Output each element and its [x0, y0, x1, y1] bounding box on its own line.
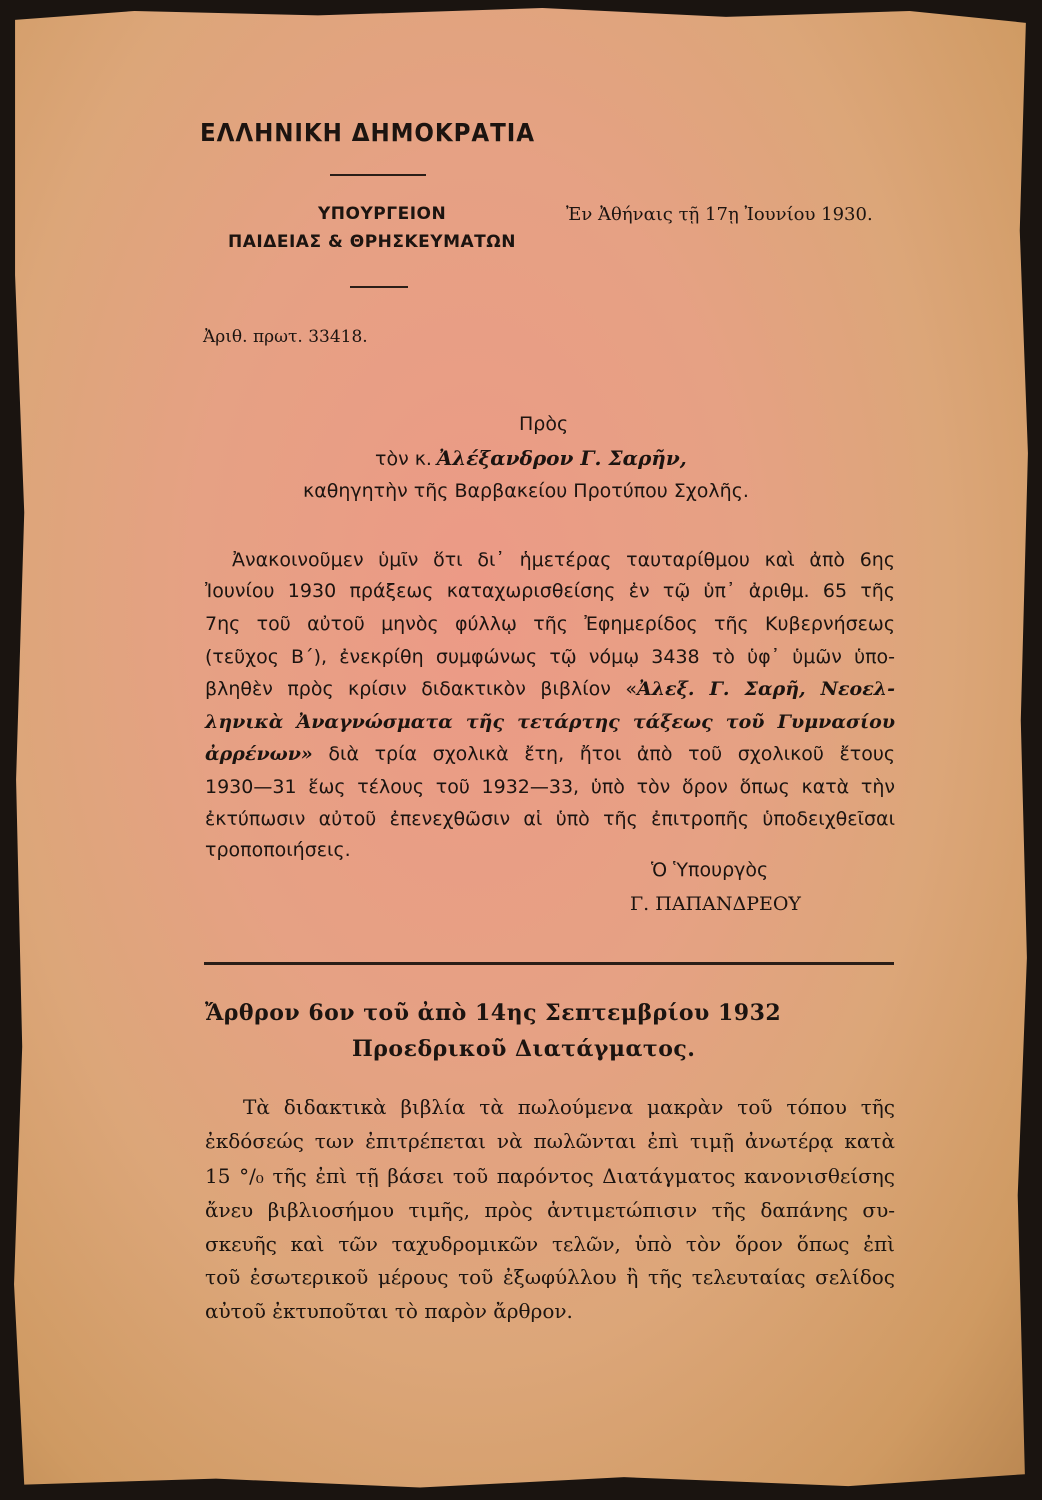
article-line-3: 15 °/₀ τῆς ἐπὶ τῇ βάσει τοῦ παρόντος Διατάγματος κανονισθείσης: [205, 1164, 895, 1188]
addressee-prefix: τὸν κ.: [375, 448, 432, 470]
body-line-9: ἐκτύπωσιν αὐτοῦ ἐπενεχθῶσιν αἱ ὑπὸ τῆς ἐπιτροπῆς ὑποδειχθεῖσαι: [205, 808, 895, 830]
article-line-7: αὐτοῦ ἐκτυποῦται τὸ παρὸν ἄρθρον.: [205, 1299, 573, 1323]
article-line-6: τοῦ ἐσωτερικοῦ μέρους τοῦ ἐξωφύλλου ἢ τῆς τελευταίας σελίδος: [205, 1265, 895, 1289]
body-line-1: Ἀνακοινοῦμεν ὑμῖν ὅτι δι᾽ ἡμετέρας ταυταρίθμου καὶ ἀπὸ 6ης: [232, 549, 895, 571]
header-divider-2: [350, 286, 408, 288]
letter-date: Ἐν Ἀθήναις τῇ 17ῃ Ἰουνίου 1930.: [566, 204, 873, 225]
body-line-4: (τεῦχος Β΄), ἐνεκρίθη συμφώνως τῷ νόμῳ 3438 τὸ ὑφ᾽ ὑμῶν ὑπο-: [205, 646, 895, 668]
body-line-7: [205, 743, 895, 765]
section-divider: [204, 962, 894, 965]
addressee-to: Πρὸς: [519, 413, 569, 435]
body-line-2: Ἰουνίου 1930 πράξεως καταχωρισθείσης ἐν τῷ ὑπ᾽ ἀριθμ. 65 τῆς: [205, 580, 895, 602]
body-line-3: 7ης τοῦ αὐτοῦ μηνὸς φύλλῳ τῆς Ἐφημερίδος τῆς Κυβερνήσεως: [205, 613, 895, 635]
header-divider-1: [330, 174, 426, 176]
signature-role: Ὁ Ὑπουργὸς: [651, 859, 769, 881]
protocol-number: Ἀριθ. πρωτ. 33418.: [203, 327, 368, 347]
article-line-1: Τὰ διδακτικὰ βιβλία τὰ πωλούμενα μακρὰν τοῦ τόπου τῆς: [243, 1095, 895, 1119]
addressee-line: [375, 446, 687, 471]
body-line-10: τροποποιήσεις.: [205, 839, 351, 861]
ministry-line-2: ΠΑΙΔΕΙΑΣ & ΘΡΗΣΚΕΥΜΑΤΩΝ: [228, 232, 516, 252]
body-line-8: 1930—31 ἕως τέλους τοῦ 1932—33, ὑπὸ τὸν ὅρον ὅπως κατὰ τὴν: [205, 776, 895, 798]
body-line-5a: βληθὲν πρὸς κρίσιν διδακτικὸν βιβλίον «: [205, 678, 637, 700]
signature-name: Γ. ΠΑΠΑΝΔΡΕΟΥ: [630, 893, 801, 915]
article-heading-2: Προεδρικοῦ Διατάγματος.: [352, 1036, 696, 1062]
book-title-part-1: Ἀλεξ. Γ. Σαρῆ, Νεοελ-: [636, 678, 895, 700]
article-line-2: ἐκδόσεώς των ἐπιτρέπεται νὰ πωλῶνται ἐπὶ τιμῇ ἀνωτέρᾳ κατὰ: [205, 1129, 895, 1153]
ministry-line-1: ΥΠΟΥΡΓΕΙΟΝ: [318, 204, 447, 224]
article-line-5: σκευῆς καὶ τῶν ταχυδρομικῶν τελῶν, ὑπὸ τὸν ὅρον ὅπως ἐπὶ: [205, 1232, 895, 1256]
addressee-name: Ἀλέξανδρον Γ. Σαρῆν,: [436, 446, 687, 470]
addressee-title: καθηγητὴν τῆς Βαρβακείου Προτύπου Σχολῆς.: [303, 480, 749, 502]
body-line-5: [205, 678, 895, 700]
state-heading: ΕΛΛΗΝΙΚΗ ΔΗΜΟΚΡΑΤΙΑ: [200, 118, 535, 147]
book-title-part-2: ληνικὰ Ἀναγνώσματα τῆς τετάρτης τάξεως τοῦ Γυμνασίου: [205, 711, 895, 733]
article-heading-1: Ἄρθρον 6ον τοῦ ἀπὸ 14ης Σεπτεμβρίου 1932: [205, 1000, 782, 1026]
article-line-4: ἄνευ βιβλιοσήμου τιμῆς, πρὸς ἀντιμετώπισιν τῆς δαπάνης συ-: [205, 1198, 895, 1222]
body-line-7b: διὰ τρία σχολικὰ ἔτη, ἤτοι ἀπὸ τοῦ σχολικοῦ ἔτους: [312, 743, 895, 765]
book-title-part-3: ἀρρένων»: [205, 743, 313, 765]
